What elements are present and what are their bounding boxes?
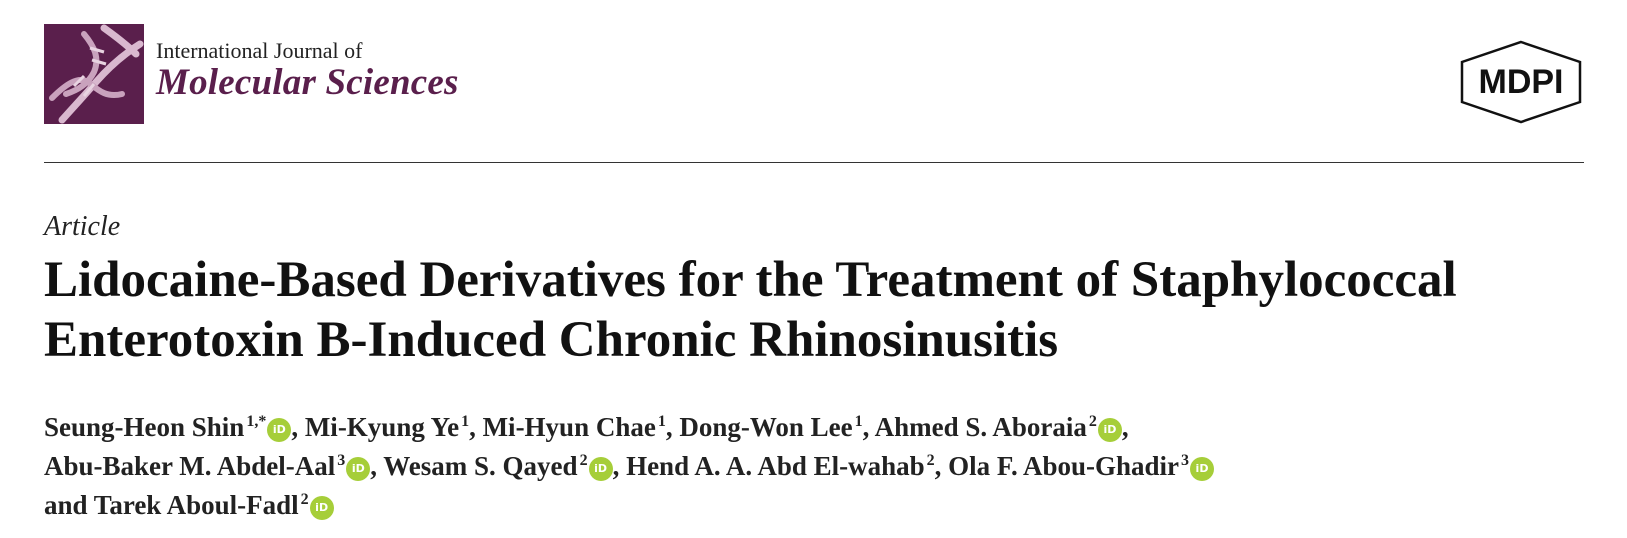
orcid-icon[interactable]: iD: [1190, 457, 1214, 481]
author-name[interactable]: Seung-Heon Shin: [44, 412, 245, 442]
dna-helix-icon: [44, 24, 144, 124]
author-line-3: [44, 486, 1589, 525]
journal-name: [156, 39, 459, 103]
header-divider: [44, 162, 1584, 163]
author-separator: ,: [370, 451, 378, 481]
affiliation-marker[interactable]: 3: [337, 452, 346, 469]
author-line-1: [44, 408, 1589, 447]
affiliation-marker[interactable]: 1: [657, 413, 666, 430]
author-prefix: and: [44, 490, 94, 520]
author-name[interactable]: Abu-Baker M. Abdel-Aal: [44, 451, 336, 481]
author-prefix: [476, 412, 483, 442]
author-line-2: [44, 447, 1589, 486]
affiliation-marker[interactable]: 2: [579, 452, 588, 469]
publisher-logo[interactable]: [1458, 40, 1584, 124]
affiliation-marker[interactable]: 1: [461, 413, 470, 430]
affiliation-marker[interactable]: 2: [926, 452, 935, 469]
publisher-name: MDPI: [1478, 63, 1564, 101]
orcid-icon[interactable]: iD: [346, 457, 370, 481]
orcid-icon[interactable]: iD: [1098, 418, 1122, 442]
article-title-line1: Lidocaine-Based Derivatives for the Treatment of Staphylococcal: [44, 252, 1457, 308]
author-name[interactable]: Tarek Aboul-Fadl: [93, 490, 299, 520]
article-type: Article: [44, 211, 121, 242]
author-separator: ,: [665, 412, 673, 442]
author-name[interactable]: Hend A. A. Abd El-wahab: [626, 451, 925, 481]
orcid-icon[interactable]: iD: [267, 418, 291, 442]
journal-name-line1: International Journal of: [156, 38, 363, 63]
author-name[interactable]: Mi-Hyun Chae: [482, 412, 656, 442]
article-title: [44, 250, 1589, 370]
affiliation-marker[interactable]: 1,*: [246, 413, 267, 430]
article-title-line2: Enterotoxin B-Induced Chronic Rhinosinusitis: [44, 312, 1059, 368]
author-name[interactable]: Dong-Won Lee: [679, 412, 853, 442]
affiliation-marker[interactable]: 2: [1088, 413, 1097, 430]
author-name[interactable]: Ahmed S. Aboraia: [874, 412, 1087, 442]
author-separator: ,: [862, 412, 870, 442]
affiliation-marker[interactable]: 3: [1181, 452, 1189, 469]
author-name[interactable]: Wesam S. Qayed: [383, 451, 578, 481]
page-header: [44, 22, 1584, 132]
author-separator: ,: [469, 412, 476, 442]
orcid-icon[interactable]: iD: [589, 457, 613, 481]
author-separator: ,: [291, 412, 299, 442]
affiliation-marker[interactable]: 2: [300, 491, 309, 508]
author-name[interactable]: Ola F. Abou-Ghadir: [948, 451, 1179, 481]
author-separator: ,: [612, 451, 620, 481]
author-separator: ,: [1121, 412, 1129, 442]
journal-name-line2: Molecular Sciences: [156, 62, 459, 103]
author-separator: ,: [934, 451, 942, 481]
journal-logo[interactable]: [44, 24, 459, 124]
orcid-icon[interactable]: iD: [310, 496, 334, 520]
affiliation-marker[interactable]: 1: [854, 413, 863, 430]
author-list: [44, 408, 1589, 525]
author-prefix: [298, 412, 305, 442]
author-name[interactable]: Mi-Kyung Ye: [304, 412, 460, 442]
